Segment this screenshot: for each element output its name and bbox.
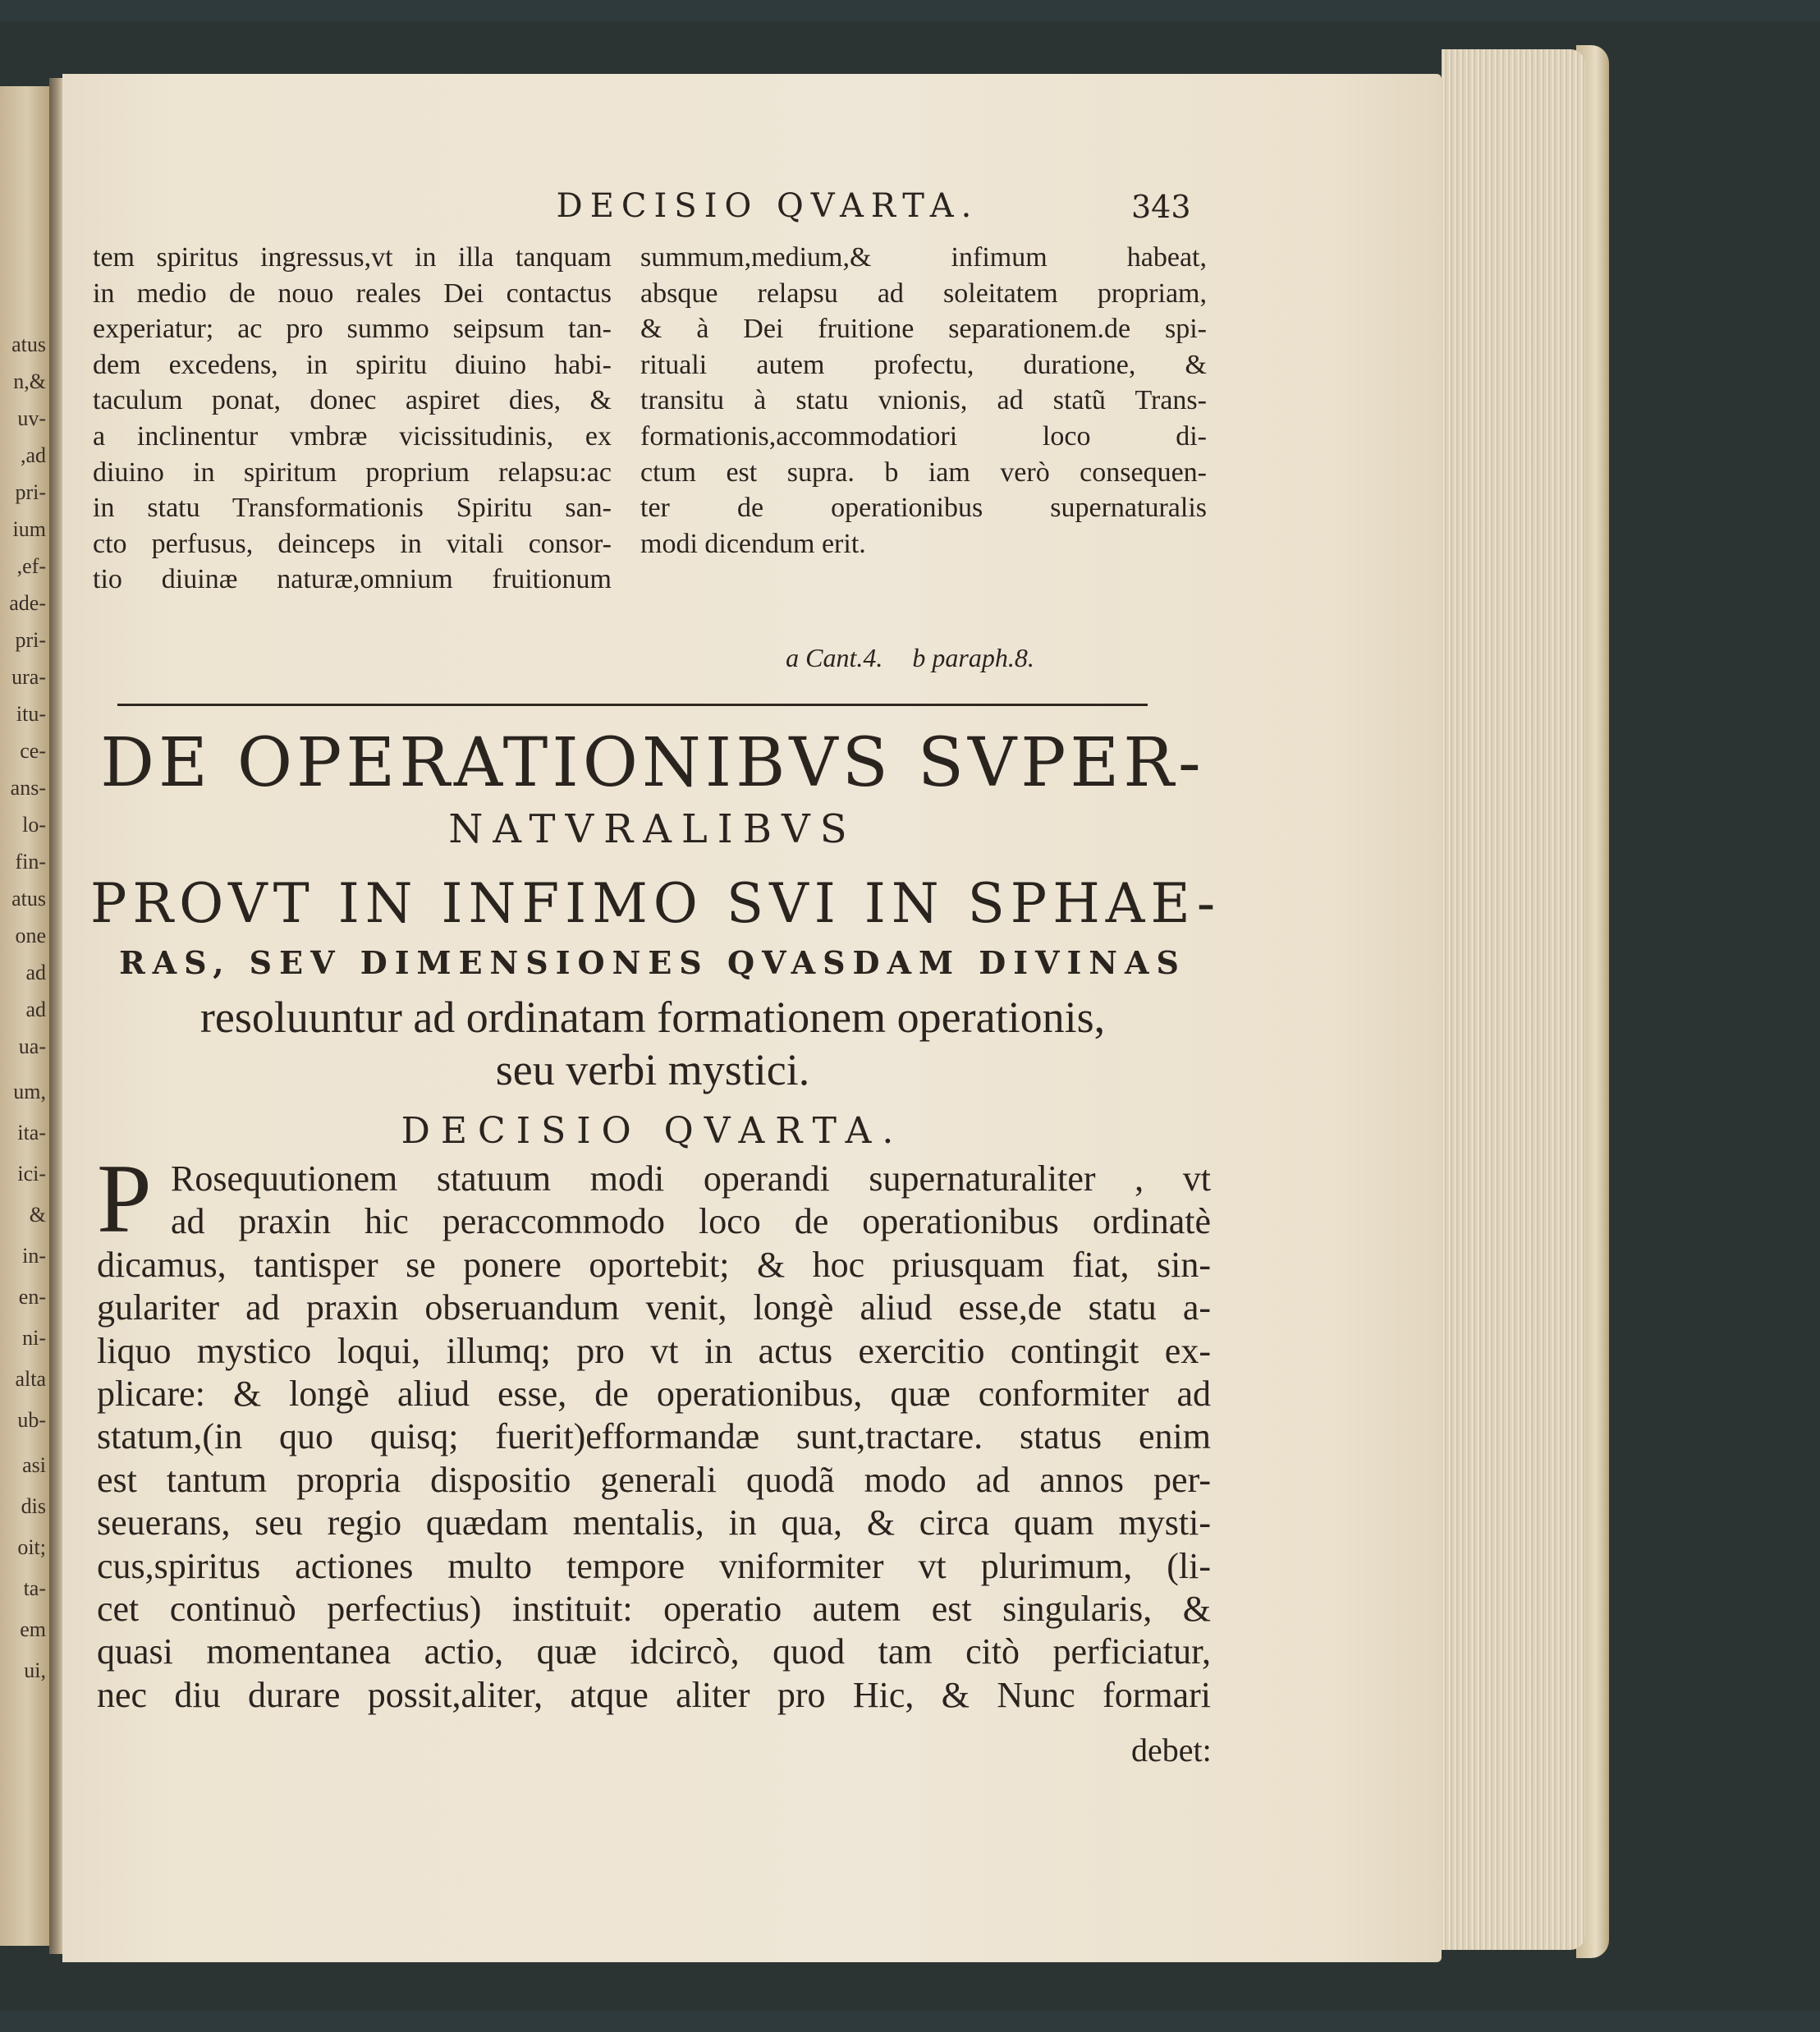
drop-cap: P: [97, 1144, 152, 1253]
verso-page-edge: [0, 86, 49, 1946]
text-line: seuerans, seu regio quædam mentalis, in qua, & circa quam mysti-: [97, 1502, 1211, 1543]
verso-fragment: ura-: [11, 665, 46, 689]
title-line-6: seu verbi mystici.: [495, 1045, 810, 1094]
text-line: dicamus, tantisper se ponere oportebit; & hoc priusquam fiat, sin-: [97, 1244, 1211, 1285]
text-line: gulariter ad praxin obseruandum venit, longè aliud esse,de statu a-: [97, 1287, 1211, 1328]
text-line: nec diu durare possit,aliter, atque aliter pro Hic, & Nunc formari: [97, 1674, 1211, 1715]
page-number: 343: [1131, 189, 1191, 225]
text-line: Rosequutionem statuum modi operandi supernaturaliter , vt: [171, 1158, 1211, 1199]
right-column: [640, 240, 1207, 562]
text-line: taculum ponat, donec aspiret dies, &: [93, 385, 612, 416]
verso-fragment: &: [29, 1203, 46, 1227]
body-text: [97, 1158, 1211, 1717]
left-column: [93, 240, 612, 598]
verso-fragment: dis: [21, 1494, 46, 1518]
page-fore-edges: [1442, 49, 1585, 1950]
text-line: rituali autem profectu, duratione, &: [640, 349, 1207, 380]
verso-fragment: ium: [12, 517, 46, 541]
verso-fragment: ua-: [18, 1034, 46, 1058]
title-line-4: RAS, SEV DIMENSIONES QVASDAM DIVINAS: [119, 944, 1186, 981]
text-line: plicare: & longè aliud esse, de operationibus, quæ conformiter ad: [97, 1374, 1211, 1415]
text-line: a inclinentur vmbræ vicissitudinis, ex: [93, 420, 612, 452]
text-line: experiatur; ac pro summo seipsum tan-: [93, 314, 612, 345]
section-rule: [117, 704, 1148, 706]
text-line: ter de operationibus supernaturalis: [640, 493, 1207, 524]
verso-fragment: ade-: [9, 591, 46, 615]
verso-fragment: asi: [22, 1453, 46, 1477]
text-line: modi dicendum erit.: [640, 528, 866, 559]
verso-fragment: en-: [18, 1285, 46, 1309]
verso-fragment: alta: [15, 1367, 46, 1391]
verso-fragment: em: [20, 1617, 46, 1641]
verso-fragment: atus: [11, 333, 46, 356]
verso-fragment: n,&: [13, 369, 46, 393]
text-line: in medio de nouo reales Dei contactus: [93, 278, 612, 309]
text-line: tio diuinæ naturæ,omnium fruitionum: [93, 564, 612, 595]
text-line: ad praxin hic peraccommodo loco de operationibus ordinatè: [171, 1201, 1211, 1242]
verso-fragment: ad: [25, 961, 46, 984]
footnotes: [0, 643, 1820, 673]
text-line: ctum est supra. b iam verò consequen-: [640, 456, 1207, 488]
catchword: debet:: [1131, 1732, 1212, 1768]
verso-fragment: ans-: [10, 776, 46, 800]
verso-fragment: pri-: [15, 480, 46, 504]
text-line: & à Dei fruitione separationem.de spi-: [640, 314, 1207, 345]
book-gutter: [49, 78, 62, 1954]
text-line: summum,medium,& infimum habeat,: [640, 242, 1207, 273]
verso-fragment: atus: [11, 887, 46, 911]
footnote-b: b paraph.8.: [912, 643, 1034, 672]
verso-fragment: ub-: [17, 1408, 46, 1432]
verso-fragment: ad: [25, 998, 46, 1021]
title-line-5: resoluuntur ad ordinatam formationem operationis,: [199, 993, 1106, 1042]
text-line: transitu à statu vnionis, ad statũ Trans-: [640, 385, 1207, 416]
verso-fragment: fin-: [15, 850, 46, 874]
text-line: diuino in spiritum proprium relapsu:ac: [93, 456, 612, 488]
text-line: cto perfusus, deinceps in vitali consor-: [93, 528, 612, 559]
verso-fragment: lo-: [22, 813, 46, 837]
text-line: in statu Transformationis Spiritu san-: [93, 493, 612, 524]
text-line: dem excedens, in spiritu diuino habi-: [93, 349, 612, 380]
verso-fragment: one: [15, 924, 46, 947]
scan-bottom-border: [0, 2011, 1820, 2032]
verso-fragment: ce-: [20, 739, 46, 763]
title-line-1: DE OPERATIONIBVS SVPER-: [100, 724, 1205, 802]
verso-fragment: pri-: [15, 628, 46, 652]
text-line: cus,spiritus actiones multo tempore vniformiter vt plurimum, (li-: [97, 1545, 1211, 1586]
text-line: est tantum propria dispositio generali quodã modo ad annos per-: [97, 1459, 1211, 1500]
text-line: tem spiritus ingressus,vt in illa tanquam: [93, 242, 612, 273]
verso-fragment: ,ad: [20, 443, 46, 467]
decisio-heading: DECISIO QVARTA.: [401, 1110, 905, 1152]
text-line: cet continuò perfectius) instituit: operatio autem est singularis, &: [97, 1589, 1211, 1630]
title-line-3: PROVT IN INFIMO SVI IN SPHAE-: [90, 872, 1222, 935]
verso-fragment: ta-: [23, 1576, 46, 1600]
verso-fragment: ,ef-: [16, 554, 46, 578]
text-line: absque relapsu ad soleitatem propriam,: [640, 278, 1207, 309]
text-line: quasi momentanea actio, quæ idcircò, quod tam citò perficiatur,: [97, 1631, 1211, 1672]
verso-fragment: um,: [13, 1080, 46, 1103]
verso-fragment: ita-: [17, 1121, 46, 1144]
text-line: formationis,accommodatiori loco di-: [640, 420, 1207, 452]
verso-fragment: oit;: [17, 1535, 46, 1559]
verso-fragment: ni-: [22, 1326, 46, 1350]
title-line-2: NATVRALIBVS: [448, 806, 857, 852]
verso-fragment: uv-: [17, 406, 46, 430]
footnote-a: a Cant.4.: [786, 643, 883, 672]
text-line: liquo mystico loqui, illumq; pro vt in actus exercitio contingit ex-: [97, 1330, 1211, 1371]
running-head: DECISIO QVARTA.: [556, 187, 979, 225]
text-line: statum,(in quo quisq; fuerit)efformandæ sunt,tractare. status enim: [97, 1416, 1211, 1457]
scan-top-border: [0, 0, 1820, 21]
verso-fragment: ici-: [17, 1162, 46, 1186]
verso-fragment: in-: [22, 1244, 46, 1268]
verso-fragment: ui,: [24, 1658, 46, 1682]
verso-fragment: itu-: [16, 702, 46, 726]
